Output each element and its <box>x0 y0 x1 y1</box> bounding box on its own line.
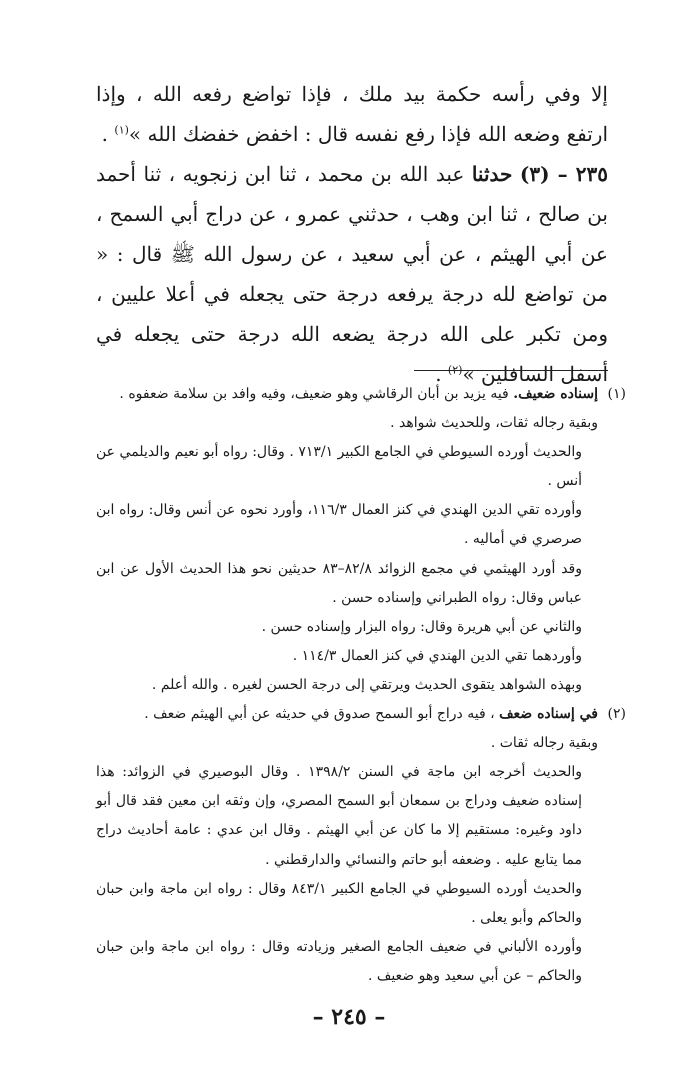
footnote-lead <box>96 380 598 409</box>
hadith-number: ٢٣٥ – (٣) <box>519 162 608 186</box>
hadith-haddathana: حدثنا <box>471 162 513 186</box>
footnote-paragraph: والثاني عن أبي هريرة وقال: رواه البزار وإسناده حسن . <box>261 618 582 635</box>
footnote-number: (١) <box>607 386 626 402</box>
footnote-number: (٢) <box>607 706 626 723</box>
continued-line-1: إلا وفي رأسه حكمة بيد ملك ، فإذا تواضع رفعه الله ، وإذا ارتفع وضعه الله <box>96 82 608 146</box>
footnote-ref-2: (٢) <box>447 363 463 377</box>
footnote-paragraph: والحديث أورده السيوطي في الجامع الكبير ٨٤٣/١ وقال : رواه ابن ماجة وابن حبان والحاكم وأبو يعلى . <box>96 880 582 926</box>
footnote-lead-text: فيه يزيد بن أبان الرقاشي وهو ضعيف، وفيه وافد بن سلامة ضعفوه . <box>119 386 514 402</box>
footnotes <box>96 380 626 991</box>
main-text <box>96 74 608 394</box>
footnote-paragraph: وقد أورد الهيثمي في مجمع الزوائد ٨٢/٨–٨٣ حديثين نحو هذا الحديث الأول عن ابن عباس وقال: رواه الطبراني وإسناده حسن . <box>96 560 583 606</box>
hadith-text: عبد الله بن محمد ، ثنا ابن زنجويه ، ثنا أحمد بن صالح ، ثنا ابن وهب ، حدثني عمرو ، عن دراج أبي السمح ، عن أبي الهيثم ، عن أبي سعيد ، عن رسول الله ﷺ قال : « من تواضع لله درجة يرفعه درجة حتى يجعله في أعلا عليين ، ومن تكبر على الله درجة يضعه الله درجة حتى يجعله في أسفل السافلين » <box>96 162 608 386</box>
footnote-separator <box>414 370 608 371</box>
footnote-ref-1: (١) <box>114 123 129 137</box>
continued-text: إلا وفي رأسه حكمة بيد ملك ، فإذا تواضع رفعه الله ، وإذا ارتفع وضعه الله فإذا رفع نفسه قال : اخفض خفضك الله »$^{(١)}$ . <box>96 82 608 146</box>
footnote-paragraph: وبقية رجاله ثقات، وللحديث شواهد . <box>390 415 598 432</box>
footnote-1 <box>96 380 626 700</box>
footnote-paragraph: والحديث أورده السيوطي في الجامع الكبير ٧١٣/١ . وقال: رواه أبو نعيم والديلمي عن أنس . <box>96 444 582 490</box>
footnote-paragraph: وبقية رجاله ثقات . <box>490 735 598 752</box>
footnote-paragraph: وأورده الألباني في ضعيف الجامع الصغير وزيادته وقال : رواه ابن ماجة وابن حبان والحاكم – عن أبي سعيد وهو ضعيف . <box>96 938 582 984</box>
footnote-grade: إسناده ضعيف. <box>513 386 598 402</box>
footnote-paragraph: والحديث أخرجه ابن ماجة في السنن ١٣٩٨/٢ . وقال البوصيري في الزوائد: هذا إسناده ضعيف ودراج بن سمعان أبو السمح المصري، وإن وثقه ابن معين فقد قال أبو داود وغيره: مستقيم إلا ما كان عن أبي الهيثم . وقال ابن عدي : عامة أحاديث دراج مما يتابع عليه . وضعفه أبو حاتم والنسائي والدارقطني . <box>96 764 582 868</box>
footnote-paragraph: وأورده تقي الدين الهندي في كنز العمال ١١٦/٣، وأورد نحوه عن أنس وقال: رواه ابن صرصري في أماليه . <box>96 502 582 548</box>
footnote-grade: في إسناده ضعف <box>499 706 598 723</box>
footnote-2 <box>96 700 626 991</box>
footnote-paragraph: وبهذه الشواهد يتقوى الحديث ويرتقي إلى درجة الحسن لغيره . والله أعلم . <box>151 676 582 693</box>
footnote-paragraph: وأوردهما تقي الدين الهندي في كنز العمال ١١٤/٣ . <box>292 647 582 664</box>
page-number: – ٢٤٥ – <box>312 1004 386 1030</box>
continued-line-2: فإذا رفع نفسه قال : اخفض خفضك الله » <box>128 122 472 146</box>
footnote-lead <box>96 700 598 729</box>
hadith-235: ٢٣٥ – (٣) حدثنا عبد الله بن محمد ، ثنا ابن زنجويه ، ثنا أحمد بن صالح ، ثنا ابن وهب ، حدثني عمرو ، عن دراج أبي السمح ، عن أبي الهيثم ، عن أبي سعيد ، عن رسول الله ﷺ قال : « من تواضع لله درجة يرفعه درجة حتى يجعله في أعلا عليين ، ومن تكبر على الله درجة يضعه الله درجة حتى يجعله في أسفل السافلين »$^{(٢)}$ . <box>96 162 608 386</box>
footnote-lead-text: ، فيه دراج أبو السمح صدوق في حديثه عن أبي الهيثم ضعف . <box>144 706 500 723</box>
